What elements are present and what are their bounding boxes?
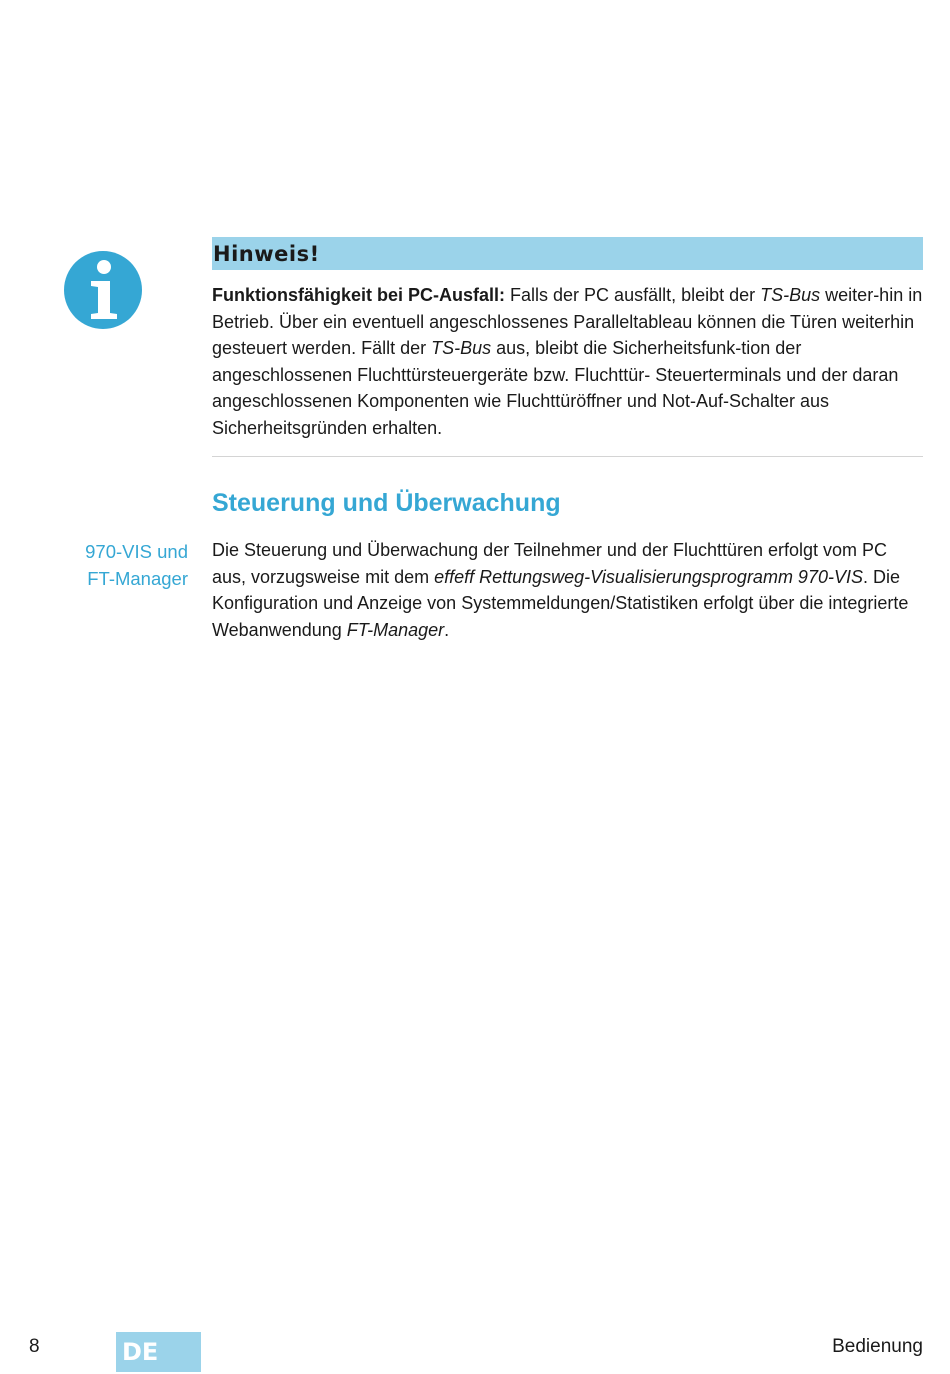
language-label: DE	[122, 1338, 159, 1366]
notice-segment: weiter-hin in Betrieb. Über ein eventuell angeschlossenes Paralleltableau können die Türen weiterhin gesteuert werden. Fällt der	[212, 285, 923, 359]
info-icon	[64, 251, 142, 329]
section-term-ft-manager: FT-Manager	[346, 619, 445, 640]
notice-segment: aus, bleibt die Sicherheitsfunk-tion der angeschlossenen Fluchttürsteuergeräte bzw. Fluchttür- Steuerterminals und der daran angeschlossenen Komponenten wie Fluchttüröffner und Not-Auf-Schalter aus Sicherheitsgründen erhalten.	[212, 338, 899, 438]
section-divider	[212, 456, 923, 457]
page-number: 8	[29, 1336, 40, 1357]
notice-term-ts-bus: TS-Bus	[431, 338, 492, 359]
section-text	[212, 537, 923, 643]
section-term-program: effeff Rettungsweg-Visualisierungsprogramm 970-VIS	[434, 566, 863, 587]
language-badge	[116, 1332, 201, 1372]
notice-title: Hinweis!	[213, 241, 320, 266]
section-segment: Die Steuerung und Überwachung der Teilnehmer und der Fluchttüren erfolgt vom PC aus, vorzugsweise mit dem	[212, 540, 888, 587]
notice-lead: Funktionsfähigkeit bei PC-Ausfall:	[212, 285, 506, 305]
margin-note-line: 970-VIS und	[85, 541, 188, 562]
section-heading: Steuerung und Überwachung	[212, 489, 561, 517]
notice-segment: Falls der PC ausfällt, bleibt der	[505, 285, 761, 305]
notice-title-bar	[212, 237, 923, 270]
section-segment: . Die Konfiguration und Anzeige von Systemmeldungen/Statistiken erfolgt über die integrierte Webanwendung	[212, 566, 909, 640]
footer-section-title: Bedienung	[832, 1336, 923, 1357]
section-segment: .	[444, 619, 450, 640]
margin-note	[85, 538, 188, 592]
notice-text	[212, 282, 923, 442]
margin-note-line: FT-Manager	[87, 568, 188, 589]
notice-term-ts-bus: TS-Bus	[760, 285, 821, 305]
